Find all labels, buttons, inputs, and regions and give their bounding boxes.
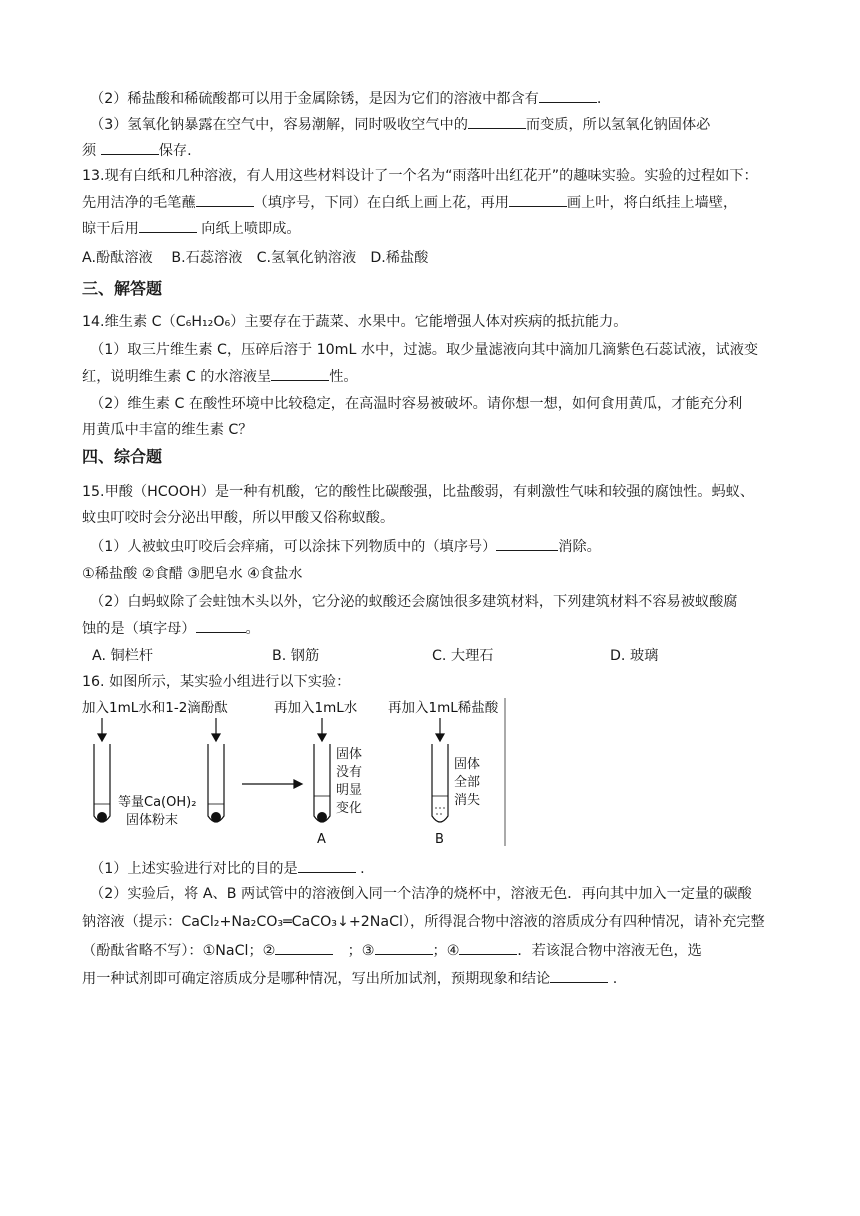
q13-text-b: （填序号，下同）在白纸上画上花，再用	[253, 195, 509, 211]
q12-part3-text-b: 而变质，所以氢氧化钠固体必	[525, 117, 711, 133]
q15-option-c: C. 大理石	[432, 648, 494, 664]
q16-text-d: ；③	[347, 943, 375, 959]
arrow-icons	[98, 718, 444, 788]
test-tube-icon	[314, 744, 330, 822]
powder-icon	[211, 812, 221, 822]
q16-text-g: 用一种试剂即可确定溶质成分是哪种情况，写出所加试剂，预期现象和结论	[82, 971, 551, 987]
q13-text-a: 先用洁净的毛笔蘸	[82, 195, 196, 211]
q12-part2-end: .	[596, 91, 602, 107]
answer-blank[interactable]	[468, 114, 526, 129]
down-arrow-icon	[98, 734, 106, 741]
q16-text-f: ．若该混合物中溶液无色，选	[517, 943, 702, 959]
q16-text-h: .	[608, 971, 618, 987]
answer-blank[interactable]	[375, 940, 433, 955]
test-tube-icon	[432, 744, 448, 822]
section-heading-4: 四、综合题	[82, 447, 163, 466]
q15-choices: ①稀盐酸 ②食醋 ③肥皂水 ④食盐水	[82, 566, 303, 582]
step3-label: 再加入1mL稀盐酸	[388, 700, 499, 716]
q16-text-a: （1）上述实验进行对比的目的是	[90, 861, 298, 877]
q16-part2-line2: 钠溶液（提示：CaCl₂+Na₂CO₃═CaCO₃↓+2NaCl），所得混合物中溶液的溶质成分有四种情况，请补充完整	[82, 914, 765, 930]
q16-part2-line4	[82, 968, 617, 989]
experiment-figure	[82, 696, 512, 848]
answer-blank[interactable]	[101, 140, 159, 155]
answer-blank[interactable]	[271, 366, 329, 381]
q14-line1: 14.维生素 C（C₆H₁₂O₆）主要存在于蔬菜、水果中。它能增强人体对疾病的抵抗能力。	[82, 314, 628, 330]
answer-blank[interactable]	[275, 940, 333, 955]
desc-b-2: 全部	[454, 775, 481, 790]
tube-b-label: B	[435, 832, 444, 847]
q15-line1: 15.甲酸（HCOOH）是一种有机酸，它的酸性比碳酸强，比盐酸弱，有刺激性气味和较强的腐蚀性。蚂蚁、	[82, 484, 755, 500]
q16-line1: 16. 如图所示，某实验小组进行以下实验：	[82, 674, 351, 690]
q14-line4: （2）维生素 C 在酸性环境中比较稳定，在高温时容易被破坏。请你想一想，如何食用黄瓜，才能充分利	[90, 396, 743, 412]
q15-text-b: 消除。	[558, 539, 601, 555]
answer-blank[interactable]	[496, 536, 558, 551]
q13-text-e: 向纸上喷即成。	[196, 221, 301, 237]
answer-blank[interactable]	[550, 968, 608, 983]
q15-option-d: D. 玻璃	[610, 648, 659, 664]
desc-b-1: 固体	[454, 757, 481, 772]
q12-part3-text-a: （3）氢氧化钠暴露在空气中，容易潮解，同时吸收空气中的	[90, 117, 468, 133]
q16-part2-line3	[82, 940, 702, 961]
answer-blank[interactable]	[539, 88, 597, 103]
answer-blank[interactable]	[139, 218, 197, 233]
down-arrow-icon	[436, 734, 444, 741]
q14-text-b: 性。	[329, 369, 358, 385]
desc-b-3: 消失	[454, 793, 481, 808]
q12-part3	[90, 114, 710, 135]
q16-part1	[90, 858, 365, 879]
answer-blank[interactable]	[459, 940, 517, 955]
q15-option-b: B. 钢筋	[272, 648, 320, 664]
q13-options: A.酚酞溶液 B.石蕊溶液 C.氢氧化钠溶液 D.稀盐酸	[82, 250, 429, 266]
q15-text-d: 。	[245, 621, 260, 637]
q13-text-c: 画上叶，将白纸挂上墙壁，	[566, 195, 738, 211]
q16-text-c: （酚酞省略不写）：①NaCl；②	[82, 943, 276, 959]
q15-line5: （2）白蚂蚁除了会蛀蚀木头以外，它分泌的蚁酸还会腐蚀很多建筑材料，下列建筑材料不容易被蚁酸腐	[90, 594, 738, 610]
powder-label-2: 固体粉末	[126, 813, 179, 828]
section-heading-3: 三、解答题	[82, 279, 163, 298]
powder-label: 等量Ca(OH)₂	[118, 795, 197, 810]
q13-text-d: 晾干后用	[82, 221, 139, 237]
q15-text-a: （1）人被蚊虫叮咬后会痒痛，可以涂抹下列物质中的（填序号）	[90, 539, 497, 555]
q12-part2	[90, 88, 601, 109]
q12-part3-cont	[82, 140, 192, 161]
down-arrow-icon	[212, 734, 220, 741]
test-tube-icon	[208, 744, 224, 822]
q16-part2-line1: （2）实验后，将 A、B 两试管中的溶液倒入同一个洁净的烧杯中，溶液无色．再向其中加入一定量的碳酸	[90, 886, 752, 902]
step1-label: 加入1mL水和1-2滴酚酞	[82, 700, 228, 716]
q12-part2-text: （2）稀盐酸和稀硫酸都可以用于金属除锈，是因为它们的溶液中都含有	[90, 91, 539, 107]
powder-icon	[97, 812, 107, 822]
q14-line5: 用黄瓜中丰富的维生素 C？	[82, 422, 253, 438]
q13-line3	[82, 218, 301, 239]
q16-text-e: ；④	[432, 943, 460, 959]
test-tube-icon	[94, 744, 110, 822]
desc-a-3: 明显	[336, 783, 363, 798]
q15-text-c: 蚀的是（填字母）	[82, 621, 196, 637]
q15-line2: 蚊虫叮咬时会分泌出甲酸，所以甲酸又俗称蚁酸。	[82, 510, 395, 526]
q14-line2: （1）取三片维生素 C，压碎后溶于 10mL 水中，过滤。取少量滤液向其中滴加几滴紫色石蕊试液，试液变	[90, 342, 759, 358]
answer-blank[interactable]	[196, 618, 246, 633]
answer-blank[interactable]	[196, 192, 254, 207]
q15-line3	[90, 536, 601, 557]
down-arrow-icon	[318, 734, 326, 741]
powder-icon	[317, 812, 327, 822]
q13-line2	[82, 192, 737, 213]
step2-label: 再加入1mL水	[274, 700, 358, 716]
q14-line3	[82, 366, 358, 387]
q14-text-a: 红，说明维生素 C 的水溶液呈	[82, 369, 272, 385]
desc-a-1: 固体	[336, 747, 363, 762]
answer-blank[interactable]	[298, 858, 356, 873]
desc-a-4: 变化	[336, 801, 363, 816]
right-arrow-icon	[294, 780, 302, 788]
q12-part3-text-d: 保存.	[158, 143, 192, 159]
q16-text-b: .	[355, 861, 365, 877]
answer-blank[interactable]	[509, 192, 567, 207]
tube-a-label: A	[317, 832, 326, 847]
q13-line1: 13.现有白纸和几种溶液，有人用这些材料设计了一个名为“雨落叶出红花开”的趣味实验。实验的过程如下：	[82, 168, 758, 184]
q12-part3-text-c: 须	[82, 143, 97, 159]
q15-option-a: A. 铜栏杆	[92, 648, 154, 664]
q15-line6	[82, 618, 260, 639]
desc-a-2: 没有	[336, 765, 363, 780]
